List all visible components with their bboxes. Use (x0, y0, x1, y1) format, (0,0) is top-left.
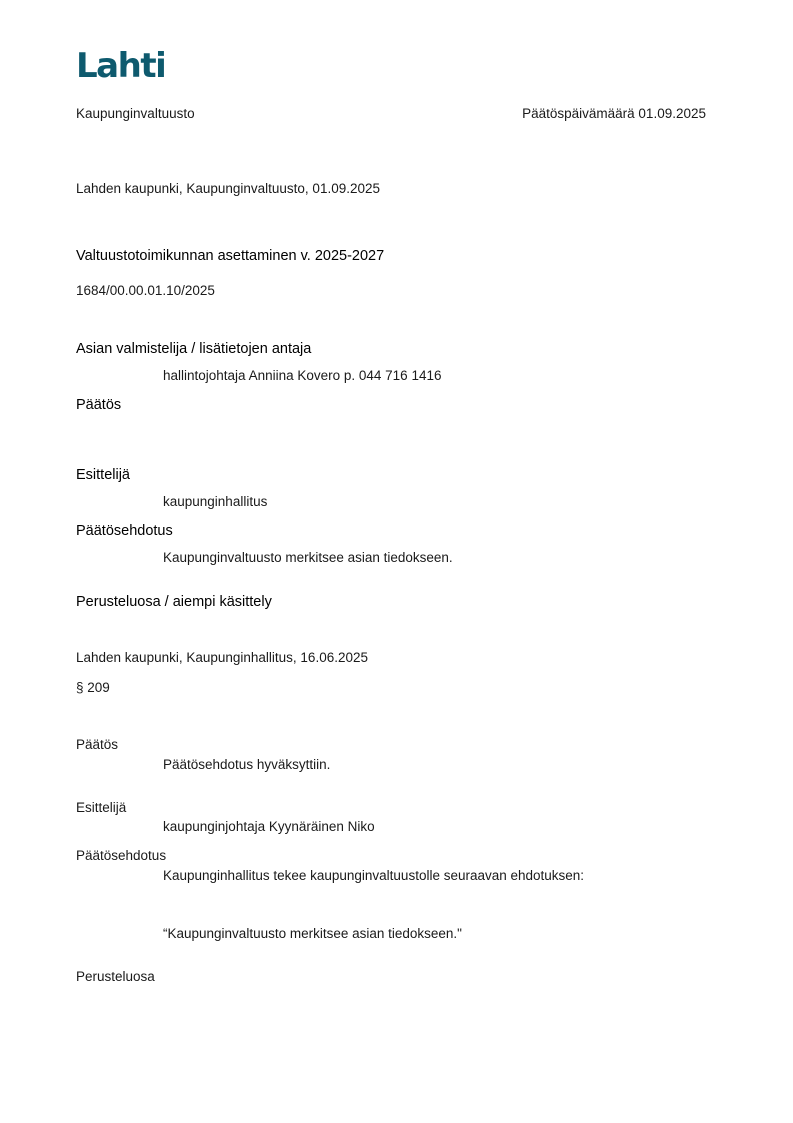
header-body: Kaupunginvaltuusto (76, 106, 195, 121)
header-decision-date: Päätöspäivämäärä 01.09.2025 (522, 106, 706, 121)
logo-text: Lahti (76, 46, 166, 82)
presenter-heading: Esittelijä (76, 467, 130, 483)
previous-meeting-line: Lahden kaupunki, Kaupunginhallitus, 16.06.2025 (76, 650, 368, 665)
presenter-value: kaupunginhallitus (163, 494, 268, 509)
decision-heading: Päätös (76, 397, 122, 413)
previous-background-label: Perusteluosa (76, 969, 155, 984)
previous-proposal-value: Kaupunginhallitus tekee kaupunginvaltuustolle seuraavan ehdotuksen: (163, 868, 585, 883)
case-number: 1684/00.00.01.10/2025 (76, 283, 215, 298)
previous-proposal-label: Päätösehdotus (76, 848, 167, 863)
previous-decision-value: Päätösehdotus hyväksyttiin. (163, 757, 331, 772)
previous-paragraph: § 209 (76, 680, 110, 695)
previous-proposal-quote: “Kaupunginvaltuusto merkitsee asian tiedokseen." (163, 926, 462, 941)
meeting-line: Lahden kaupunki, Kaupunginvaltuusto, 01.09.2025 (76, 181, 381, 196)
proposal-value: Kaupunginvaltuusto merkitsee asian tiedokseen. (163, 550, 453, 565)
previous-presenter-label: Esittelijä (76, 800, 127, 815)
previous-presenter-value: kaupunginjohtaja Kyynäräinen Niko (163, 819, 375, 834)
page-title: Valtuustotoimikunnan asettaminen v. 2025-2027 (76, 248, 385, 264)
previous-decision-label: Päätös (76, 737, 119, 752)
lahti-logo (76, 46, 166, 82)
preparer-heading: Asian valmistelija / lisätietojen antaja (76, 341, 312, 357)
lahti-logo-mark (76, 46, 166, 82)
proposal-heading: Päätösehdotus (76, 523, 173, 539)
background-heading: Perusteluosa / aiempi käsittely (76, 594, 272, 610)
preparer-value: hallintojohtaja Anniina Kovero p. 044 716 1416 (163, 368, 442, 383)
